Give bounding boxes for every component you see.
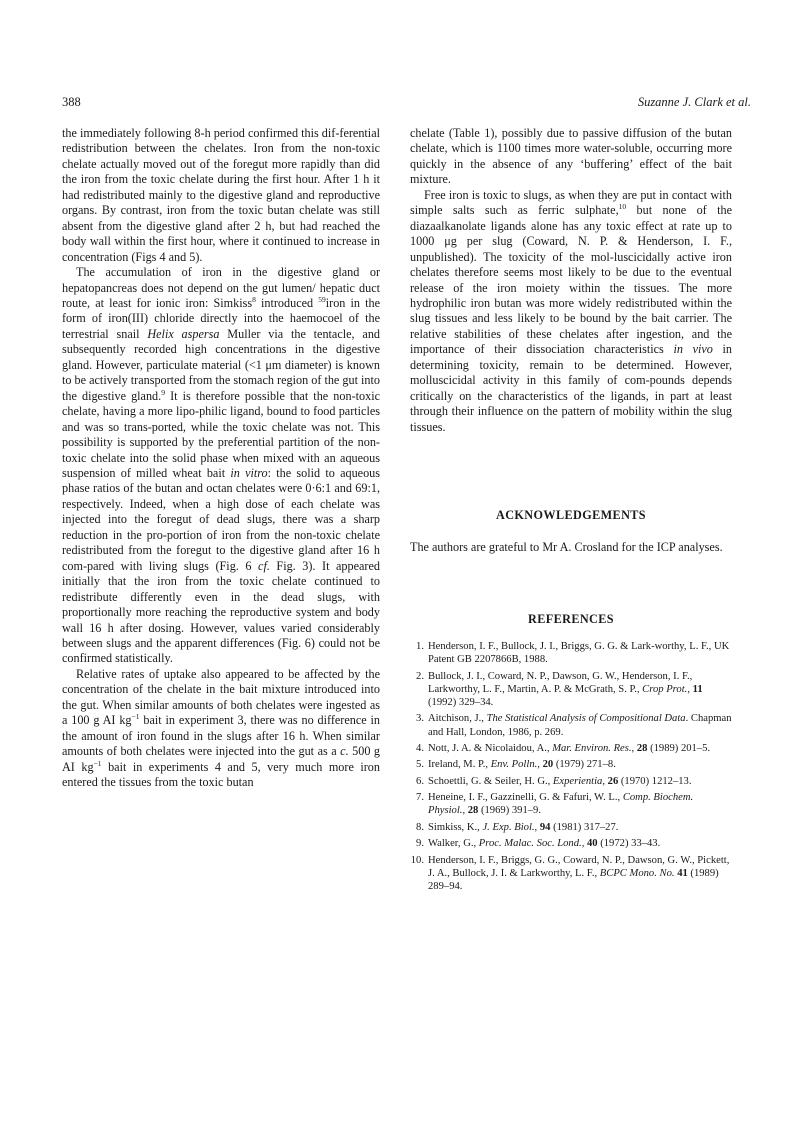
running-head: Suzanne J. Clark et al. — [637, 95, 751, 109]
reference-item — [410, 775, 732, 788]
left-paragraph-1: the immediately following 8-h period confirmed this dif-ferential redistribution between the chelates. Iron from the non-toxic chelate actually moved out of the foregut more rapidly than did the iron from the toxic chelate during the first hour. After 1 h it had redistributed mainly to the digestive gland and reproductive organs. By contrast, iron from the toxic butan chelate was still absent from the digestive gland after 2 h, but had reached the body wall within the first hour, where it continued to increase in concentration (Figs 4 and 5). — [62, 126, 380, 264]
reference-text: 41 — [677, 867, 688, 879]
reference-text: (1969) 391–9. — [478, 805, 542, 817]
reference-item — [410, 791, 732, 817]
reference-item — [410, 712, 732, 738]
left-column — [62, 126, 380, 790]
reference-text: Experientia — [552, 775, 603, 787]
reference-number: 3. — [416, 713, 424, 725]
reference-number: 10. — [410, 854, 424, 866]
reference-text: , — [602, 775, 608, 787]
reference-text: 11 — [692, 683, 703, 695]
reference-text: (1989) 201–5. — [647, 742, 711, 754]
reference-text: Schoettli, G. & Seiler, H. G., — [428, 775, 553, 787]
reference-text: (1979) 271–8. — [553, 759, 616, 771]
reference-text: Henderson, I. F., Bullock, J. I., Briggs, G. G. & Lark-worthy, L. F., UK Patent GB 2207866B, 1988. — [428, 641, 730, 666]
reference-item — [410, 742, 732, 755]
reference-text: , — [687, 683, 693, 695]
reference-text: Walker, G., — [428, 838, 479, 850]
reference-number: 6. — [416, 775, 424, 787]
reference-item — [410, 837, 732, 850]
reference-number: 9. — [416, 838, 424, 850]
reference-text: (1972) 33–43. — [597, 838, 661, 850]
reference-text: (1970) 1212–13. — [618, 775, 692, 787]
reference-text: The Statistical Analysis of Compositional Data — [486, 713, 686, 725]
reference-text: BCPC Mono. No. — [599, 867, 675, 879]
reference-item — [410, 821, 732, 834]
acknowledgements-heading: ACKNOWLEDGEMENTS — [496, 508, 646, 522]
page-number: 388 — [62, 95, 81, 109]
reference-number: 5. — [416, 759, 424, 771]
right-paragraph-2: Free iron is toxic to slugs, as when they are put in contact with simple salts such as ferric sulphate,$^{10}$ but none of the diazaalkanolate ligands alone has any toxic effect at rate up to 1000 μg per slug (Coward, N. P. & Henderson, I. F., unpublished). The toxicity of the mol-luscicidally active iron chelates therefore seems most likely to be due to the eventual release of the iron moiety within the tissues. The more hydrophilic iron butan was more widely redistributed within the slug tissues and less likely to be bound by the bait carrier. The relative stabilities of these chelates after ingestion, and the importance of their dissociation characteristics in vivo in determining toxicity, remain to be determined. However, molluscicidal activity in this family of com-pounds depends critically on the characteristics of the ligands, in part at least through their influence on the pattern of mobility within the slug tissues. — [410, 187, 733, 434]
reference-text: 94 — [539, 821, 551, 833]
reference-text: Crop Prot. — [642, 683, 688, 695]
left-paragraph-3: Relative rates of uptake also appeared to be affected by the concentration of the chelate in the bait mixture introduced into the gut. When similar amounts of both chelates were ingested as a 100 g AI $kg^{-1}$ bait in experiment 3, there was no difference in the amount of iron found in the slugs after 16 h. When similar amounts of both chelates were injected into the gut as a c. 500 g AI $kg^{-1}$ bait in experiments 4 and 5, very much more iron entered the tissues from the toxic butan — [62, 666, 381, 790]
reference-text: (1989) 289–94. — [428, 867, 719, 892]
reference-text: Ireland, M. P., — [428, 759, 491, 771]
reference-text: Henderson, I. F., Briggs, G. G., Coward, N. P., Dawson, G. W., Pickett, J. A., Bullock, J. I. & Larkworthy, L. F., — [428, 854, 730, 879]
reference-number: 8. — [416, 821, 424, 833]
reference-text: 20 — [542, 759, 554, 771]
reference-text: , — [537, 759, 543, 771]
reference-text: , — [631, 742, 637, 754]
reference-text: , — [534, 821, 540, 833]
reference-item — [410, 854, 732, 894]
reference-text: 28 — [636, 742, 648, 754]
reference-text: Proc. Malac. Soc. Lond. — [478, 838, 582, 850]
reference-text: Simkiss, K., — [428, 821, 483, 833]
reference-number: 2. — [416, 670, 424, 682]
left-paragraph-2: The accumulation of iron in the digestive gland or hepatopancreas does not depend on the gut lumen/ hepatic duct route, at least for ionic iron: Simkiss$^8$ introduced $^{59}$iron in the form of iron(III) chloride directly into the haemocoel of the terrestrial snail Helix aspersa Muller via the tentacle, and subsequently recorded high concentrations in the digestive gland. However, particulate material (<1 μm diameter) is known to be actively transported from the stomach region of the gut into the digestive gland.$^9$ It is therefore possible that the non-toxic chelate, having a more lipo-philic ligand, bound to food particles and was so trans-ported, while the toxic chelate was not. This possibility is supported by the preferential partition of the non-toxic chelate into the solid phase when mixed with an aqueous suspension of milled wheat bait in vitro: the solid to aqueous phase ratios of the butan and octan chelates were 0·6:1 and 69:1, respectively. Indeed, when a high dose of each chelate was injected into the foregut of dead slugs, there was a sharp reduction in the pro-portion of iron from the non-toxic chelate redistributed from the foregut to the digestive gland after 16 h com-pared with living slugs (Fig. 6 cf. Fig. 3). It appeared initially that the iron from the toxic chelate continued to redistribute differently even in the dead slugs, with proportionally more reaching the reproductive system and body wall 16 h after dosing. However, values varied considerably between slugs and the apparent differences (Fig. 6) could not be confirmed statistically. — [62, 265, 381, 666]
reference-text: Heneine, I. F., Gazzinelli, G. & Fafuri, W. L., — [428, 792, 623, 804]
reference-item — [410, 640, 732, 666]
acknowledgements-text: The authors are grateful to Mr A. Crosland for the ICP analyses. — [410, 540, 723, 554]
reference-text: (1981) 317–27. — [550, 821, 619, 833]
reference-text: Mar. Environ. Res. — [552, 742, 632, 754]
right-column — [410, 126, 732, 435]
right-paragraph-1: chelate (Table 1), possibly due to passive diffusion of the butan chelate, which is 1100 times more water-soluble, occurring more quickly in the absence of any ‘buffering’ effect of the bait mixture. — [410, 126, 732, 187]
reference-text: (1992) 329–34. — [428, 697, 494, 708]
reference-text: 40 — [586, 838, 598, 850]
reference-text: , — [581, 838, 587, 850]
references-heading: REFERENCES — [528, 612, 614, 626]
reference-text: J. Exp. Biol. — [482, 821, 535, 833]
reference-text: 26 — [607, 775, 619, 787]
reference-text: Aitchison, J., — [428, 713, 487, 725]
reference-text: Bullock, J. I., Coward, N. P., Dawson, G. W., Henderson, I. F., Larkworthy, L. F., Martin, A. P. & McGrath, S. P., — [428, 670, 693, 695]
reference-text: , — [462, 805, 468, 817]
reference-text: Env. Polln. — [490, 759, 538, 771]
reference-text: . Chapman and Hall, London, 1986, p. 269. — [428, 713, 732, 738]
reference-number: 7. — [416, 792, 424, 804]
reference-number: 1. — [416, 641, 424, 652]
reference-text: Comp. Biochem. Physiol. — [428, 792, 694, 817]
reference-text: 28 — [467, 805, 479, 817]
reference-text: Nott, J. A. & Nicolaidou, A., — [428, 742, 553, 754]
reference-number: 4. — [416, 742, 424, 754]
reference-item — [410, 758, 732, 771]
reference-list — [410, 640, 732, 896]
reference-item — [410, 670, 732, 710]
